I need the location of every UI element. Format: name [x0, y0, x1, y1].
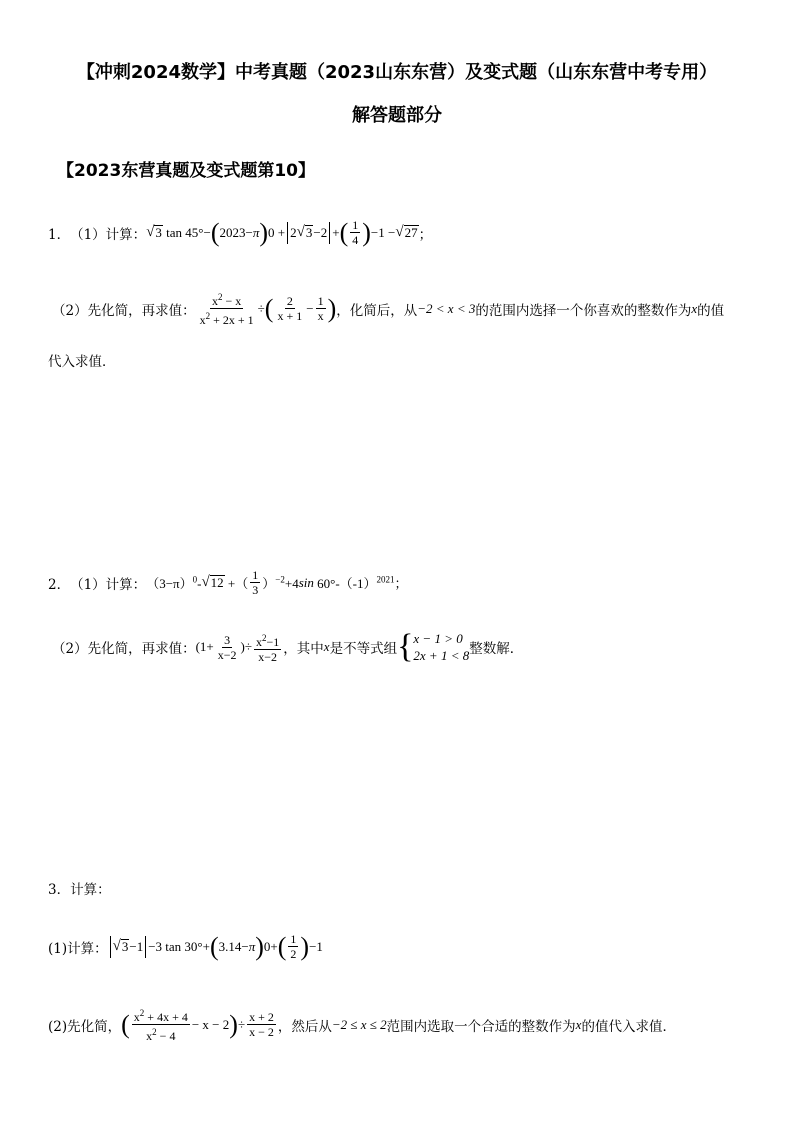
problem-number: 2． [48, 576, 71, 593]
document-subtitle: 解答题部分 [352, 105, 442, 126]
problem-3-part-2: (2)先化简， ( $\frac{x^2 + 4x + 4}{x^2 - 4}$ − x − 2 ) ÷ $\frac{x + 2}{x - 2}$ ，然后从 −2 ≤ x ≤ 2 范围内选取一个合适的整数作为 x 的值代入求值． [48, 1008, 676, 1043]
range-expression: −2 ≤ x ≤ 2 [331, 1016, 387, 1032]
math-expression: (1+ [195, 639, 214, 654]
part-label: （2）先化简，再求值： [52, 302, 196, 319]
inequality-system: { x − 1 > 0 2x + 1 < 8 [397, 628, 470, 665]
problem-1-part-2: （2）先化简，再求值： $\frac{x^2 - x}{x^2 + 2x + 1}$ ÷ ( $\frac{2}{x + 1}$ − $\frac{1}{x}$ ) ，化简后，从 −2 < x < 3 的范围内选择一个你喜欢的整数作为 x 的值 [52, 292, 725, 327]
problem-2-part-1: 2． （1）计算： $(3-\pi)^0-$ √ 12 +（ $\frac{1}{3}$ ）$^{-2}$+4 sin $60^\circ-(-1)^{2021}$； [48, 568, 408, 597]
part-label: （1）计算： [70, 576, 147, 593]
part-label: (1)计算： [48, 940, 108, 957]
part-label: （2）先化简，再求值： [52, 641, 196, 657]
part-label: (2)先化简， [48, 1018, 122, 1035]
part-label: （1）计算： [70, 226, 147, 243]
problem-2-part-2: （2）先化简，再求值： (1+ $\frac{3}{x-2}$ )÷ $\frac{x^2-1}{x-2}$ ，其中 x 是不等式组 { x − 1 > 0 2x + 1 < 8 整数解． [52, 628, 524, 665]
math-expression: $(3-\pi)^0-$ [146, 574, 202, 591]
document-title: 【冲刺2024数学】中考真题（2023山东东营）及变式题（山东东营中考专用） [76, 62, 718, 83]
problem-1-part-1: 1． （1）计算： √ 3 tan 45°− ( 2023− π ) 0 + 2 √ 3 −2 + ( $\frac{1}{4}$ ) −1 − √ 27 ； [48, 217, 433, 247]
math-expression [110, 936, 111, 958]
problem-number: 1． [48, 226, 71, 243]
range-expression: −2 < x < 3 [417, 300, 476, 316]
math-expression: ( [121, 1009, 130, 1039]
problem-1-part-2-continued: 代入求值． [48, 354, 116, 370]
math-expression: $\frac{x^2 - x}{x^2 + 2x + 1}$ [199, 292, 254, 327]
math-expression: √ 3 [146, 224, 162, 240]
problem-3-part-1: (1)计算： √ 3 −1 −3 tan 30°+ ( 3.14− π ) 0 + ( $\frac{1}{2}$ ) −1 [48, 931, 323, 961]
section-heading: 【2023东营真题及变式题第10】 [57, 161, 315, 181]
problem-3-heading: 3．计算： [48, 882, 111, 898]
